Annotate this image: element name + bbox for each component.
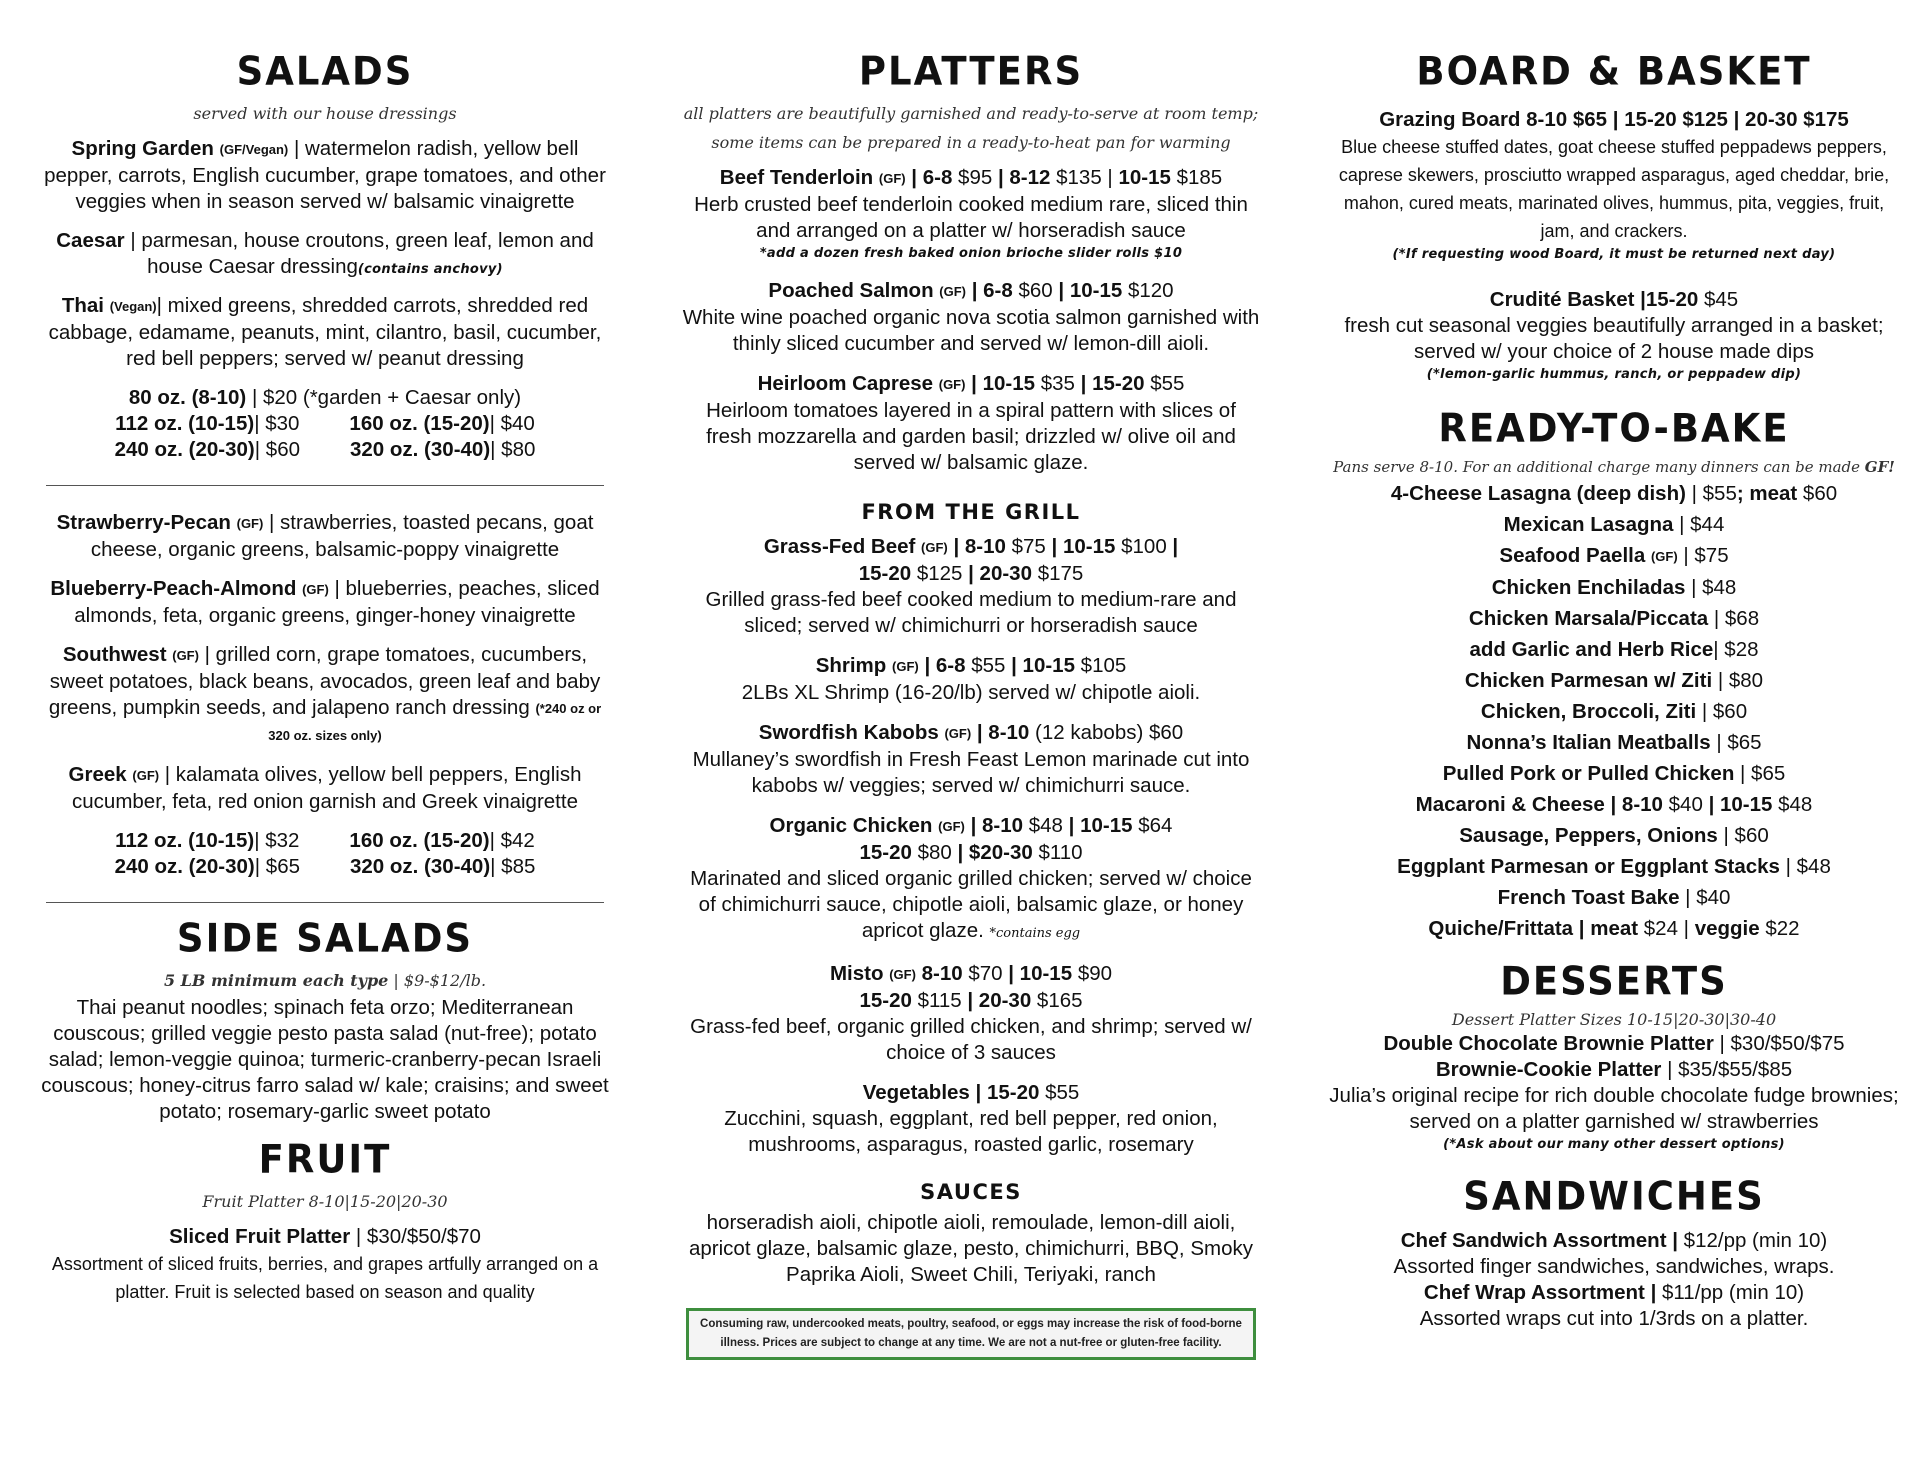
size-price: | $40 bbox=[489, 412, 535, 435]
bake-item: Nonna’s Italian Meatballs | $65 bbox=[1466, 731, 1762, 754]
size-label: 112 oz. (10-15) bbox=[115, 412, 255, 435]
platter-item bbox=[682, 1080, 1260, 1158]
platter-desc bbox=[682, 305, 1260, 357]
platter-desc-text: Mullaney’s swordfish in Fresh Feast Lemon marinade cut into kabobs w/ veggies; served w/ chimichurri sauce. bbox=[692, 748, 1250, 797]
fruit-desc: Assortment of sliced fruits, berries, and grapes artfully arranged on a platter. Fruit is selected based on season and quality bbox=[51, 1254, 599, 1302]
desserts-extra: (*Ask about our many other dessert options) bbox=[1443, 1137, 1785, 1152]
dessert-name: Double Chocolate Brownie Platter bbox=[1383, 1032, 1714, 1055]
side-salads-note bbox=[40, 966, 610, 995]
desserts-title: DESSERTS bbox=[1500, 958, 1728, 1005]
bake-note-text: Pans serve 8-10. For an additional charge many dinners can be made bbox=[1333, 458, 1865, 476]
size-price: | $30 bbox=[254, 412, 300, 435]
size-price: | $42 bbox=[489, 829, 535, 852]
bake-item: Quiche/Frittata | meat $24 | veggie $22 bbox=[1428, 917, 1800, 940]
dessert-price: | $35/$55/$85 bbox=[1661, 1058, 1793, 1081]
bake-item: French Toast Bake | $40 bbox=[1497, 886, 1731, 909]
bake-item: Eggplant Parmesan or Eggplant Stacks | $48 bbox=[1397, 855, 1831, 878]
size-label: 240 oz. (20-30) bbox=[114, 438, 255, 461]
bake-note-gf: GF! bbox=[1864, 458, 1895, 476]
grill-title: FROM THE GRILL bbox=[861, 500, 1081, 524]
salad-desc: | parmesan, house croutons, green leaf, lemon and house Caesar dressing bbox=[124, 229, 594, 278]
salad-item bbox=[40, 642, 610, 749]
sandwich-item bbox=[1328, 1280, 1900, 1306]
platter-head: Vegetables | 15-20 $55 bbox=[862, 1081, 1080, 1104]
grazing-board-desc: Blue cheese stuffed dates, goat cheese stuffed peppadews peppers, caprese skewers, prosciutto wrapped asparagus, aged cheddar, brie, mahon, cured meats, marinated olives, hummus, pita, veggies, fruit, jam, and crackers. bbox=[1338, 137, 1890, 241]
sandwich-item bbox=[1328, 1228, 1900, 1254]
column-left bbox=[40, 40, 610, 1306]
size-label: 80 oz. (8-10) bbox=[128, 386, 247, 409]
size-label: 320 oz. (30-40) bbox=[350, 438, 491, 461]
grazing-board-note: (*If requesting wood Board, it must be returned next day) bbox=[1392, 247, 1836, 262]
crudite-name: Crudité Basket |15-20 bbox=[1489, 288, 1699, 311]
dessert-item bbox=[1328, 1031, 1900, 1057]
diet-tag: (GF/Vegan) bbox=[219, 142, 289, 157]
bake-item: add Garlic and Herb Rice| $28 bbox=[1469, 638, 1759, 661]
bake-item: Macaroni & Cheese | 8-10 $40 | 10-15 $48 bbox=[1415, 793, 1813, 816]
platter-item bbox=[682, 165, 1260, 264]
sauces-body: horseradish aioli, chipotle aioli, remoulade, lemon-dill aioli, apricot glaze, balsamic glaze, pesto, chimichurri, BBQ, Smoky Paprika Aioli, Sweet Chili, Teriyaki, ranch bbox=[689, 1211, 1253, 1286]
platter-item bbox=[682, 961, 1260, 1066]
salads-title: SALADS bbox=[236, 48, 414, 95]
board-title: BOARD & BASKET bbox=[1416, 48, 1812, 95]
desserts-desc: Julia’s original recipe for rich double chocolate fudge brownies; served on a platter garnished w/ strawberries bbox=[1329, 1084, 1899, 1133]
salad-name: Caesar bbox=[56, 229, 125, 252]
salad-name: Blueberry-Peach-Almond bbox=[50, 577, 297, 600]
platter-head: Poached Salmon (GF) | 6-8 $60 | 10-15 $120 bbox=[768, 279, 1174, 302]
dessert-item bbox=[1328, 1057, 1900, 1083]
salad-item bbox=[40, 576, 610, 629]
fruit-note: Fruit Platter 8-10|15-20|20-30 bbox=[202, 1192, 448, 1211]
side-salads-body: Thai peanut noodles; spinach feta orzo; Mediterranean couscous; grilled veggie pesto pasta salad (nut-free); potato salad; lemon-veggie quinoa; turmeric-cranberry-pecan Israeli couscous; honey-citrus farro salad w/ kale; craisins; and sweet potato; rosemary-garlic sweet potato bbox=[41, 996, 609, 1123]
diet-tag: (GF) bbox=[302, 582, 329, 597]
salad-item bbox=[40, 228, 610, 280]
platter-head: Swordfish Kabobs (GF) | 8-10 (12 kabobs) $60 bbox=[758, 721, 1184, 744]
bake-item: Chicken, Broccoli, Ziti | $60 bbox=[1480, 700, 1748, 723]
fruit-title: FRUIT bbox=[258, 1136, 392, 1183]
dessert-name: Brownie-Cookie Platter bbox=[1435, 1058, 1662, 1081]
grill-list bbox=[682, 534, 1260, 1158]
salad-desc: | mixed greens, shredded carrots, shredded red cabbage, edamame, peanuts, mint, cilantro, basil, cucumber, red bell peppers; served w/ peanut dressing bbox=[48, 294, 602, 370]
size-price: | $80 bbox=[490, 438, 536, 461]
salad-name: Southwest bbox=[62, 643, 167, 666]
size-price: | $32 bbox=[254, 829, 300, 852]
column-right bbox=[1328, 40, 1900, 1332]
platter-item bbox=[682, 813, 1260, 947]
size-price: | $85 bbox=[490, 855, 536, 878]
bake-title: READY-TO-BAKE bbox=[1438, 405, 1790, 452]
dessert-price: | $30/$50/$75 bbox=[1713, 1032, 1845, 1055]
size-price: | $65 bbox=[254, 855, 300, 878]
diet-tag: (GF) bbox=[172, 648, 199, 663]
salad-item bbox=[40, 293, 610, 372]
grazing-board-name: Grazing Board 8-10 $65 | 15-20 $125 | 20-30 $175 bbox=[1379, 108, 1849, 131]
salad-desc: | watermelon radish, yellow bell pepper, carrots, English cucumber, grape tomatoes, and other veggies when in season served w/ balsamic vinaigrette bbox=[44, 137, 606, 213]
platters-list bbox=[682, 165, 1260, 476]
side-salads-price: | $9-$12/lb. bbox=[388, 971, 487, 990]
salad-desc: | strawberries, toasted pecans, goat cheese, organic greens, balsamic-poppy vinaigrette bbox=[90, 511, 594, 561]
sandwich-name: Chef Wrap Assortment | bbox=[1423, 1281, 1657, 1304]
platter-item bbox=[682, 278, 1260, 357]
salad-desc: | blueberries, peaches, sliced almonds, feta, organic greens, ginger-honey vinaigrette bbox=[74, 577, 600, 627]
bake-item: 4-Cheese Lasagna (deep dish) | $55; meat $60 bbox=[1390, 482, 1838, 505]
salad-item bbox=[40, 136, 610, 215]
salads-note: served with our house dressings bbox=[193, 104, 457, 123]
platters-note: all platters are beautifully garnished and ready-to-serve at room temp; some items can be prepared in a ready-to-heat pan for warming bbox=[683, 104, 1259, 152]
divider bbox=[46, 485, 604, 486]
bake-item: Pulled Pork or Pulled Chicken | $65 bbox=[1442, 762, 1786, 785]
platter-desc-text: Herb crusted beef tenderloin cooked medium rare, sliced thin and arranged on a platter w/ horseradish sauce bbox=[694, 193, 1248, 242]
platter-desc-text: Grilled grass-fed beef cooked medium to medium-rare and sliced; served w/ chimichurri or horseradish sauce bbox=[705, 588, 1237, 637]
bake-item: Chicken Marsala/Piccata | $68 bbox=[1468, 607, 1760, 630]
platter-desc bbox=[682, 587, 1260, 639]
salad-item bbox=[40, 510, 610, 563]
sandwich-name: Chef Sandwich Assortment | bbox=[1400, 1229, 1678, 1252]
desserts-note: Dessert Platter Sizes 10-15|20-30|30-40 bbox=[1451, 1010, 1777, 1029]
platter-extra-note: *contains egg bbox=[989, 926, 1081, 941]
salad-name: Greek bbox=[68, 763, 127, 786]
platter-item bbox=[682, 653, 1260, 706]
disclaimer-box: Consuming raw, undercooked meats, poultry, seafood, or eggs may increase the risk of food-borne illness. Prices are subject to change at any time. We are not a nut-free or gluten-free facility. bbox=[686, 1308, 1256, 1360]
crudite-head bbox=[1328, 287, 1900, 313]
side-salads-title: SIDE SALADS bbox=[176, 915, 474, 962]
salads-list-b bbox=[40, 510, 610, 815]
grazing-board-head bbox=[1328, 107, 1900, 133]
side-salads-minimum: 5 LB minimum each type bbox=[163, 971, 389, 990]
crudite-desc: fresh cut seasonal veggies beautifully arranged in a basket; served w/ your choice of 2 house made dips bbox=[1344, 314, 1884, 363]
platters-title: PLATTERS bbox=[858, 48, 1084, 95]
sandwiches-title: SANDWICHES bbox=[1463, 1173, 1765, 1220]
salad-item bbox=[40, 762, 610, 815]
platter-desc bbox=[682, 680, 1260, 706]
bake-item: Mexican Lasagna | $44 bbox=[1503, 513, 1725, 536]
platter-desc bbox=[682, 747, 1260, 799]
size-label: 240 oz. (20-30) bbox=[114, 855, 255, 878]
column-middle bbox=[682, 40, 1260, 1360]
platter-desc-text: White wine poached organic nova scotia salmon garnished with thinly sliced cucumber and served w/ lemon-dill aioli. bbox=[682, 306, 1260, 355]
size-label: 160 oz. (15-20) bbox=[349, 412, 490, 435]
platter-extra-note: *add a dozen fresh baked onion brioche slider rolls $10 bbox=[759, 246, 1183, 261]
sauces-title: SAUCES bbox=[920, 1180, 1022, 1204]
fruit-item-name: Sliced Fruit Platter bbox=[169, 1225, 351, 1248]
bake-item: Seafood Paella (GF) | $75 bbox=[1499, 544, 1729, 567]
platter-head: Heirloom Caprese (GF) | 10-15 $35 | 15-20 $55 bbox=[757, 372, 1185, 395]
size-price: | $20 (*garden + Caesar only) bbox=[246, 386, 522, 409]
salads-sizes-a bbox=[40, 385, 610, 463]
salad-desc: | grilled corn, grape tomatoes, cucumbers, sweet potatoes, black beans, avocados, green leaf and baby greens, pumpkin seeds, and jalapeno ranch dressing bbox=[48, 643, 601, 719]
sandwich-desc: Assorted wraps cut into 1/3rds on a platter. bbox=[1419, 1307, 1809, 1330]
size-price: | $60 bbox=[254, 438, 300, 461]
crudite-note: (*lemon-garlic hummus, ranch, or peppadew dip) bbox=[1426, 367, 1802, 382]
fruit-item-price: | $30/$50/$70 bbox=[350, 1225, 481, 1248]
salad-name: Strawberry-Pecan bbox=[56, 511, 231, 534]
salads-sizes-b bbox=[40, 828, 610, 880]
salad-extra-note: (contains anchovy) bbox=[357, 262, 503, 277]
salads-list-a bbox=[40, 136, 610, 372]
size-label: 320 oz. (30-40) bbox=[350, 855, 491, 878]
bake-list bbox=[1328, 478, 1900, 944]
platter-desc bbox=[682, 866, 1260, 947]
size-label: 160 oz. (15-20) bbox=[349, 829, 490, 852]
size-label: 112 oz. (10-15) bbox=[115, 829, 255, 852]
platter-head: Beef Tenderloin (GF) | 6-8 $95 | 8-12 $135 | 10-15 $185 bbox=[719, 166, 1223, 189]
platter-head: Organic Chicken (GF) | 8-10 $48 | 10-15 $64 15-20 $80 | $20-30 $110 bbox=[769, 814, 1173, 864]
diet-tag: (GF) bbox=[236, 516, 264, 531]
platter-head: Grass-Fed Beef (GF) | 8-10 $75 | 10-15 $100 | 15-20 $125 | 20-30 $175 bbox=[763, 535, 1179, 585]
platter-desc-text: 2LBs XL Shrimp (16-20/lb) served w/ chipotle aioli. bbox=[741, 681, 1201, 704]
bake-note bbox=[1328, 456, 1900, 478]
platter-desc bbox=[682, 398, 1260, 476]
sandwich-desc: Assorted finger sandwiches, sandwiches, wraps. bbox=[1393, 1255, 1835, 1278]
bake-item: Sausage, Peppers, Onions | $60 bbox=[1459, 824, 1769, 847]
platter-desc bbox=[682, 1106, 1260, 1158]
platter-desc-text: Grass-fed beef, organic grilled chicken, and shrimp; served w/ choice of 3 sauces bbox=[690, 1015, 1252, 1064]
platter-item bbox=[682, 371, 1260, 476]
sandwich-price: $12/pp (min 10) bbox=[1677, 1229, 1828, 1252]
platter-desc bbox=[682, 1014, 1260, 1066]
fruit-item bbox=[40, 1224, 610, 1250]
platter-head: Misto (GF) 8-10 $70 | 10-15 $90 15-20 $115 | 20-30 $165 bbox=[829, 962, 1113, 1012]
platter-desc-text: Zucchini, squash, eggplant, red bell pepper, red onion, mushrooms, asparagus, roasted garlic, rosemary bbox=[724, 1107, 1218, 1156]
salad-desc: | kalamata olives, yellow bell peppers, English cucumber, feta, red onion garnish and Greek vinaigrette bbox=[72, 763, 582, 813]
diet-tag: (GF) bbox=[132, 768, 160, 783]
salad-name: Spring Garden bbox=[71, 137, 214, 160]
salad-extra-note: (*240 oz or 320 oz. sizes only) bbox=[268, 701, 602, 743]
bake-item: Chicken Parmesan w/ Ziti | $80 bbox=[1464, 669, 1764, 692]
crudite-price: $45 bbox=[1698, 288, 1739, 311]
sandwich-price: $11/pp (min 10) bbox=[1656, 1281, 1805, 1304]
platter-head: Shrimp (GF) | 6-8 $55 | 10-15 $105 bbox=[815, 654, 1127, 677]
platter-item bbox=[682, 720, 1260, 799]
diet-tag: (Vegan) bbox=[109, 299, 157, 314]
bake-item: Chicken Enchiladas | $48 bbox=[1491, 576, 1737, 599]
divider bbox=[46, 902, 604, 903]
platter-desc bbox=[682, 192, 1260, 264]
salad-name: Thai bbox=[61, 294, 104, 317]
platter-desc-text: Marinated and sliced organic grilled chicken; served w/ choice of chimichurri sauce, chipotle aioli, balsamic glaze, or honey apricot glaze. bbox=[690, 867, 1252, 942]
platter-desc-text: Heirloom tomatoes layered in a spiral pattern with slices of fresh mozzarella and garden basil; drizzled w/ olive oil and served w/ balsamic glaze. bbox=[706, 399, 1236, 474]
platter-item bbox=[682, 534, 1260, 639]
